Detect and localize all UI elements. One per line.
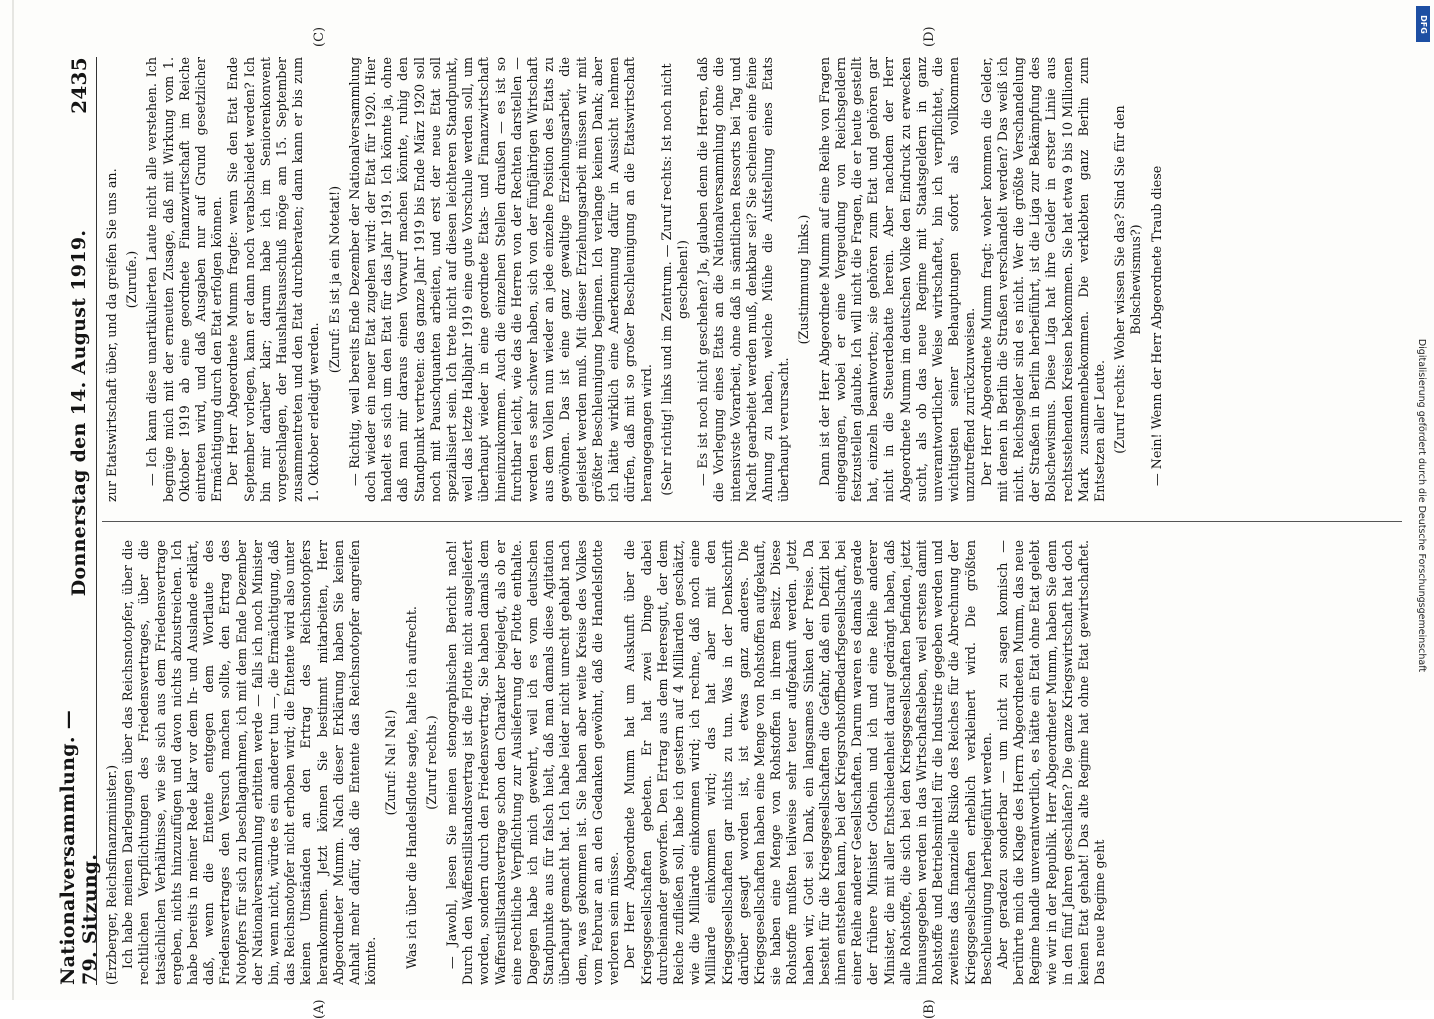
right-column-paragraph: Dann ist der Herr Abgeordnete Mumm auf eine Reihe von Fragen eingegangen, wobei er eine Vergeudung von Reichsgeldern festzustellen glaubte. Ich will nicht die Fragen, die er heute gestellt hat, einzeln beantworten; sie gehören zum Etat und gehören gar nicht in die Steuerdebatte herein. Aber nachdem der Herr Abgeordnete Mumm im deutschen Volke den Eindruck zu erwecken sucht, als ob das neue Regime mit Staatsgeldern in ganz unverantwortlicher Weise wirtschaftet, bin ich verpflichtet, die wichtigsten seiner Behauptungen sofort als vollkommen unzutreffend zurückzuweisen.: [816, 57, 978, 502]
digitization-note-text: Digitalisierung gefördert durch die Deutsche Forschungsgemeinschaft: [1416, 338, 1428, 672]
margin-marker-c: (C): [312, 26, 327, 47]
digitization-note: [1414, 40, 1430, 970]
right-column-paragraph: (Zustimmung links.): [796, 214, 812, 345]
left-column-paragraph: Ich habe meinen Darlegungen über das Reichsnotopfer, über die rechtlichen Verpflichtungen des Friedensvertrages, über die tatsächlichen Verhältnisse, wie sie sich aus dem Friedensvertrage ergeben, nichts hinzuzufügen und davon nichts abzustreichen. Ich habe bereits in meiner Rede klar vor dem In- und Auslande erklärt, daß, wenn die Entente entgegen dem Wortlaute des Friedensvertrages den Versuch machen sollte, den Ertrag des Notopfers für sich zu beschlagnahmen, ich mit dem Ende Dezember der Nationalversammlung erbitten werde — falls ich noch Minister bin, wenn nicht, würde es ein anderer tun —, die Ermächtigung, daß das Reichsnotopfer nicht erhoben wird; die Entente wird also unter keinen Umständen an den Ertrag des Reichsnotopfers herankommen. Jetzt können Sie bestimmt mitarbeiten, Herr Abgeordneter Mumm. Nach dieser Erklärung haben Sie keinen Anhalt mehr dafür, daß die Entente das Reichsnotopfer angreifen könnte.: [120, 540, 379, 985]
left-column-paragraph: — Jawohl, lesen Sie meinen stenographischen Bericht nach! Durch den Waffenstillstandsvertrag ist die Flotte nicht ausgeliefert worden, sondern durch den Friedensvertrag. Sie haben damals dem Waffenstillstandsvertrage schon den Charakter beigelegt, als ob er eine rechtliche Verpflichtung zur Auslieferung der Flotte enthalte. Dagegen habe ich mich gewehrt, weil ich es vom deutschen Standpunkte aus für falsch hielt, daß man damals diese Agitation überhaupt gemacht hat. Ich habe leider nicht unrecht gehabt nach dem, was gekommen ist. Sie haben aber weite Kreise des Volkes vom Februar an an den Gedanken gewöhnt, daß die Handelsflotte verloren sein müsse.: [444, 540, 622, 985]
right-column-paragraph: (Sehr richtig! links und im Zentrum. — Zuruf rechts: Ist noch nicht geschehen!): [658, 63, 690, 496]
right-column-paragraph: (Zuruf: Es ist ja ein Notetat!): [326, 185, 342, 374]
margin-marker-b: (B): [922, 999, 937, 1019]
page-header: [57, 57, 101, 985]
right-column-paragraph: — Es ist noch nicht geschehen? Ja, glauben denn die Herren, daß die Vorlegung eines Etats an die Nationalversammlung ohne die intensivste Vorarbeit, ohne daß in sämtlichen Ressorts bei Tag und Nacht gearbeitet werden muß, denkbar sei? Sie scheinen eine feine Ahnung zu haben, welche Mühe die Aufstellung eines Etats überhaupt verursacht.: [695, 57, 792, 502]
publication-title: Nationalversammlung. — 79. Sitzung.: [57, 709, 101, 985]
left-column-paragraph: Was ich über die Handelsflotte sagte, halte ich aufrecht.: [403, 606, 419, 969]
page-number: 2435: [67, 57, 91, 114]
right-column-paragraph: — Ich kann diese unartikulierten Laute nicht alle verstehen. Ich begnüge mich mit der erneuten Zusage, daß mit Wirkung vom 1. Oktober 1919 ab eine geordnete Finanzwirtschaft im Reiche eintreten wird, und daß Ausgaben nur auf Grund gesetzlicher Ermächtigung durch den Etat erfolgen können.: [144, 57, 225, 502]
margin-marker-d: (D): [922, 26, 937, 47]
left-column-paragraph: (Zuruf rechts.): [423, 715, 439, 810]
right-column-paragraph: zur Etatswirtschaft über, und da greifen Sie uns an.: [104, 168, 119, 502]
right-column-paragraph: (Zurufe.): [124, 250, 140, 309]
left-column: [104, 540, 1399, 985]
column-divider: [102, 521, 1402, 522]
right-column: [104, 57, 1399, 502]
dfg-logo: DFG: [1416, 6, 1430, 42]
margin-marker-a: (A): [312, 999, 327, 1019]
left-column-paragraph: Aber geradezu sonderbar — um nicht zu sagen komisch — berührte mich die Klage des Herrn Abgeordneten Mumm, das neue Regime handle unverantwortlich, es hätte ein Etat ohne Etat gelebt wie wir in der Republik. Herr Abgeordneter Mumm, haben Sie denn in den fünf Jahren geschlafen? Die ganze Kriegswirtschaft hat doch keinen Etat gehabt! Das alte Regime hat ohne Etat gewirtschaftet. Das neue Regime geht: [994, 540, 1108, 985]
newspaper-page: [57, 26, 1407, 1019]
left-column-paragraph: (Erzberger, Reichsfinanzminister.): [104, 764, 119, 985]
left-column-paragraph: (Zuruf: Na! Na!): [383, 709, 399, 816]
left-column-paragraph: Der Herr Abgeordnete Mumm hat um Auskunft über die Kriegsgesellschaften gebeten. Er hat zwei Dinge dabei durcheinander geworfen. Den Ertrag aus dem Heeresgut, der dem Reiche zufließen soll, habe ich gestern auf 4 Milliarden geschätzt, wie die Milliarde einkommen wird; ich rechne, daß noch eine Milliarde einkommen wird; das hat aber mit den Kriegsgesellschaften gar nichts zu tun. Was in der Denkschrift darüber gesagt worden ist, ist etwas ganz anderes. Die Kriegsgesellschaften haben eine Menge von Rohstoffen aufgekauft, sie haben eine Menge von Rohstoffen in ihrem Besitz. Diese Rohstoffe mußten teilweise sehr teuer aufgekauft werden. Jetzt haben wir, Gott sei Dank, ein langsames Sinken der Preise. Da besteht für die Kriegsgesellschaften die Gefahr, daß ein Defizit bei ihnen entstehen kann, bei der Kriegsrohstoffbedarfsgesellschaft, bei einer Reihe anderer Gesellschaften. Darum waren es damals gerade der frühere Minister Gothein und ich und eine Reihe anderer Minister, die mit aller Entschiedenheit darauf gedrängt haben, daß alle Rohstoffe, die sich bei den Kriegsgesellschaften befinden, jetzt hinausgegeben werden in das Wirtschaftsleben, weil erstens damit Rohstoffe und Betriebsmittel für die Industrie gegeben werden und zweitens das finanzielle Risiko des Reiches für die Abrechnung der Kriegsgesellschaften erheblich verkleinert wird. Die größten Beschleunigung herbeigeführt werden.: [622, 540, 994, 985]
right-column-paragraph: Der Herr Abgeordnete Mumm fragt: woher kommen die Gelder, mit denen in Berlin die Straßen verschandelt werden? Das weiß ich nicht. Reichsgelder sind es nicht. Wer die größte Verschandelung der Straßen in Berlin herbeiführt, ist die Liga zur Bekämpfung des Bolschewismus. Diese Liga hat ihre Gelder in erster Linie aus rechtsstehenden Kreisen bekommen. Sie hat etwa 9 bis 10 Millionen Mark zusammenbekommen. Die verklebten ganz Berlin zum Entsetzen aller Leute.: [978, 57, 1107, 502]
right-column-paragraph: — Nein! Wenn der Herr Abgeordnete Traub diese: [1148, 165, 1164, 486]
scan-edge: [12, 0, 14, 1000]
right-column-paragraph: (Zuruf rechts: Woher wissen Sie das? Sind Sie für den Bolschewismus?): [1112, 105, 1144, 454]
right-column-paragraph: Der Herr Abgeordnete Mumm fragte: wenn Sie den Etat Ende September vorlegen, kann er dann noch verabschiedet werden? Ich bin mir darüber klar; darum habe ich im Seniorenkonvent vorgeschlagen, der Haushaltsausschuß möge am 15. September zusammentreten und den Etat durchberaten; dann kann er bis zum 1. Oktober erledigt werden.: [225, 57, 322, 502]
right-column-paragraph: — Richtig, weil bereits Ende Dezember der Nationalversammlung doch wieder ein neuer Etat zugehen wird: der Etat für 1920. Hier handelt es sich um den Etat für das Jahr 1919. Ich könnte ja, ohne daß man mir daraus einen Vorwurf machen könnte, ruhig den Standpunkt vertreten: das ganze Jahr 1919 bis Ende März 1920 soll noch mit Pauschquanten arbeiten, und erst der neue Etat soll spezialisiert sein. Ich trete nicht auf diesen leichteren Standpunkt, weil das letzte Halbjahr 1919 eine gute Vorschule werden soll, um überhaupt wieder in eine geordnete Etats- und Finanzwirtschaft hineinzukommen. Auch die einzelnen Stellen draußen — es ist so furchtbar leicht, wie das die Herren von der Rechten darstellen — werden es sehr schwer haben, sich von der fünfjährigen Wirtschaft aus dem Vollen nun wieder an jede einzelne Position des Etats zu gewöhnen. Das ist eine ganz gewaltige Erziehungsarbeit, die geleistet werden muß. Mit dieser Erziehungsarbeit müssen wir mit größter Beschleunigung beginnen. Ich verlange keinen Dank; aber ich hätte wirklich eine Anerkennung dafür in Aussicht nehmen dürfen, daß mit so großer Beschleunigung an die Etatswirtschaft herangegangen wird.: [346, 57, 654, 502]
session-date: Donnerstag den 14. August 1919.: [68, 229, 90, 597]
